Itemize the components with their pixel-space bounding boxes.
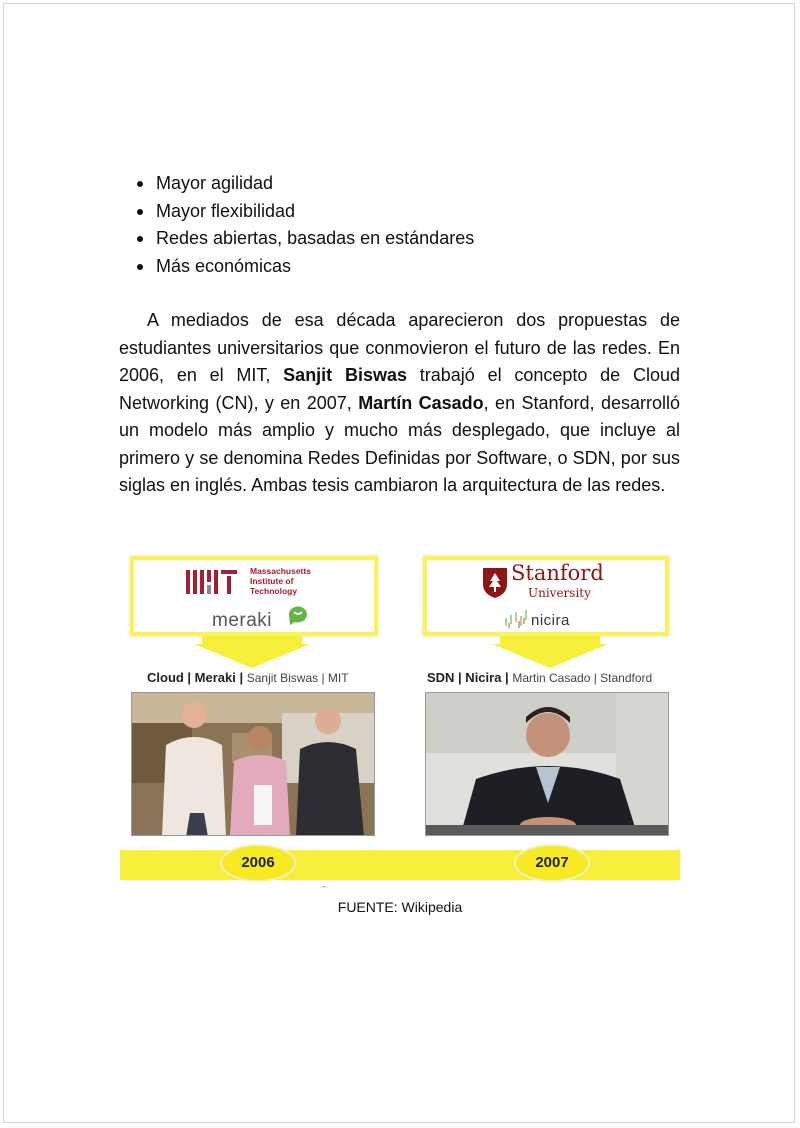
bullet-item: Más económicas [136, 253, 474, 281]
year-2007-label: 2007 [514, 844, 590, 882]
decorative-mark [321, 886, 327, 890]
nicira-logo-text: nicira [531, 612, 570, 629]
paragraph-text: A mediados de esa década aparecieron dos propuestas de estudiantes universitarios que conmovieron el futuro de las redes. En 2006, en el MIT, [119, 310, 680, 385]
stanford-name: Stanford [511, 561, 604, 585]
body-paragraph [119, 307, 680, 500]
photo-martin-casado [425, 692, 669, 836]
caption-light: Martin Casado | Standford [512, 671, 653, 685]
bullet-item: Redes abiertas, basadas en estándares [136, 225, 474, 253]
mit-institution-name: Massachusetts Institute of Technology [250, 566, 311, 596]
stanford-logo-box [423, 556, 669, 636]
year-2006-label: 2006 [220, 844, 296, 882]
timeline-figure [120, 552, 680, 888]
timeline-bar [120, 850, 680, 880]
stanford-subtitle: University [528, 586, 591, 600]
caption-cloud-meraki [147, 670, 349, 685]
paragraph-text: trabajó el concepto de Cloud Networking (CN), y en 2007, [119, 365, 680, 413]
person-name-biswas: Sanjit Biswas [283, 365, 407, 385]
down-arrow-icon [492, 636, 608, 668]
paragraph-text: , en Stanford, desarrolló un modelo más amplio y mucho más desplegado, que incluye al primero y se denomina Redes Definidas por Software, o SDN, por sus siglas en inglés. Ambas tesis cambiaron la arquitectura de las redes. [119, 392, 681, 495]
bullet-item: Mayor flexibilidad [136, 198, 474, 226]
caption-sdn-nicira [427, 670, 652, 685]
caption-bold: SDN | Nicira | [427, 670, 509, 685]
photo-meraki-founders [131, 692, 375, 836]
person-name-casado: Martín Casado [358, 392, 484, 413]
bullet-item: Mayor agilidad [136, 170, 474, 198]
caption-light: Sanjit Biswas | MIT [246, 671, 349, 685]
caption-bold: Cloud | Meraki | [147, 670, 244, 685]
down-arrow-icon [194, 636, 310, 668]
meraki-logo-text: meraki [212, 610, 273, 631]
source-caption: FUENTE: Wikipedia [337, 899, 463, 915]
mit-logo-box [130, 556, 378, 636]
bullet-list [136, 170, 474, 280]
